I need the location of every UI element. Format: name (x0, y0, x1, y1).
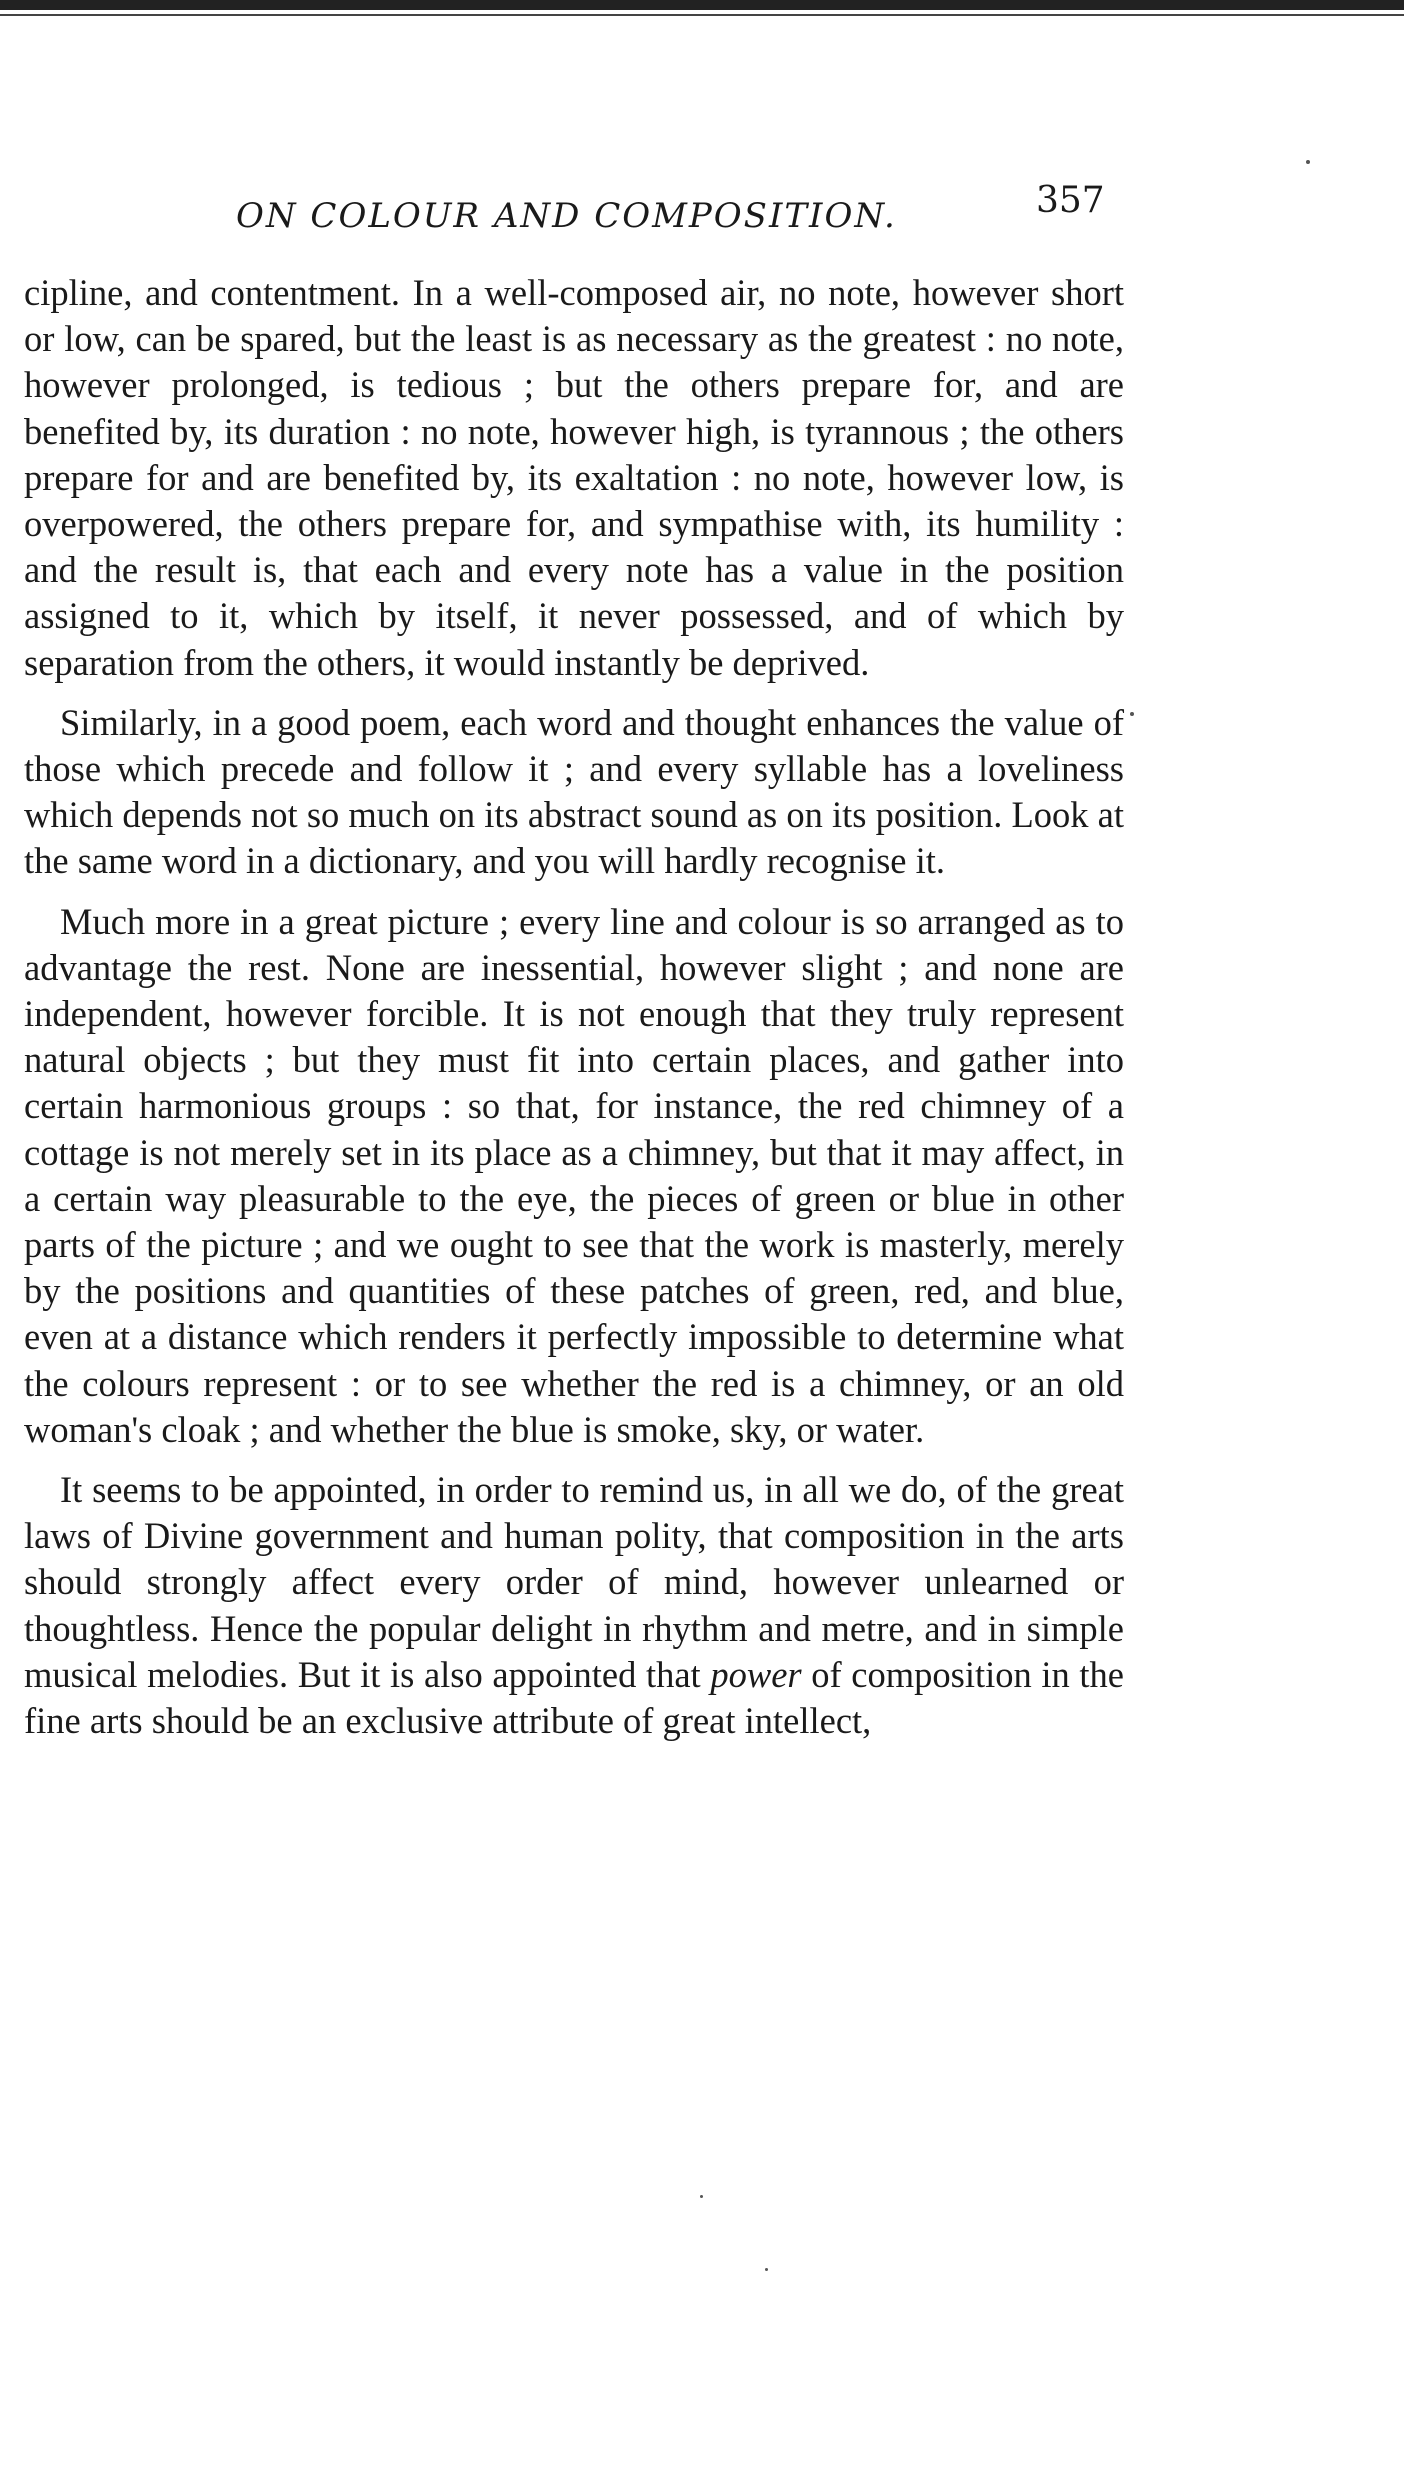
paragraph-2: Similarly, in a good poem, each word and thought enhances the value of those which precede and follow it ; and every syllable has a loveliness which depends not so much on its abstract sound as on its position. Look at the same word in a dictionary, and you will hardly recognise it. (24, 701, 1124, 882)
paragraph-4-emphasis: power (710, 1653, 802, 1695)
page-top-edge (0, 0, 1404, 10)
paragraph-3: Much more in a great picture ; every line and colour is so arranged as to advantage the rest. None are inessential, however slight ; and none are independent, however forcible. It is not enough that they truly represent natural objects ; but they must fit into certain places, and gather into certain harmonious groups : so that, for instance, the red chimney of a cottage is not merely set in its place as a chimney, but that it may affect, in a certain way pleasurable to the eye, the pieces of green or blue in other parts of the picture ; and we ought to see that the work is masterly, merely by the positions and quantities of these patches of green, red, and blue, even at a distance which renders it perfectly impossible to determine what the colours represent : or to see whether the red is a chimney, or an old woman's cloak ; and whether the blue is smoke, sky, or water. (24, 900, 1124, 1450)
paragraph-1: cipline, and contentment. In a well-composed air, no note, however short or low, can be spared, but the least is as necessary as the greatest : no note, however prolonged, is tedious ; but the others prepare for, and are benefited by, its duration : no note, however high, is tyrannous ; the others prepare for and are benefited by, its exaltation : no note, however low, is overpowered, the others prepare for, and sympathise with, its humility : and the result is, that each and every note has a value in the position assigned to it, which by itself, it never possessed, and of which by separation from the others, it would instantly be deprived. (24, 272, 1124, 683)
paragraph-4-part-2: of composition in the fine arts should be an exclusive attribute of great intellect, (24, 1653, 1124, 1742)
body-text (24, 270, 1124, 1758)
paragraph-4-part-1: It seems to be appointed, in order to remind us, in all we do, of the great laws of Divine government and human polity, that composition in the arts should strongly affect every order of mind, however unlearned or thoughtless. Hence the popular delight in rhythm and metre, and in simple musical melodies. But it is also appointed that (24, 1469, 1124, 1695)
paper-speck (700, 2195, 703, 2198)
paragraph-4 (24, 1467, 1124, 1744)
running-title: ON COLOUR AND COMPOSITION. (236, 196, 897, 236)
paper-speck (1130, 712, 1134, 716)
page-top-rule (0, 14, 1404, 16)
page-number: 357 (1036, 180, 1105, 221)
paper-speck (1306, 160, 1310, 164)
paper-speck (765, 2268, 768, 2271)
